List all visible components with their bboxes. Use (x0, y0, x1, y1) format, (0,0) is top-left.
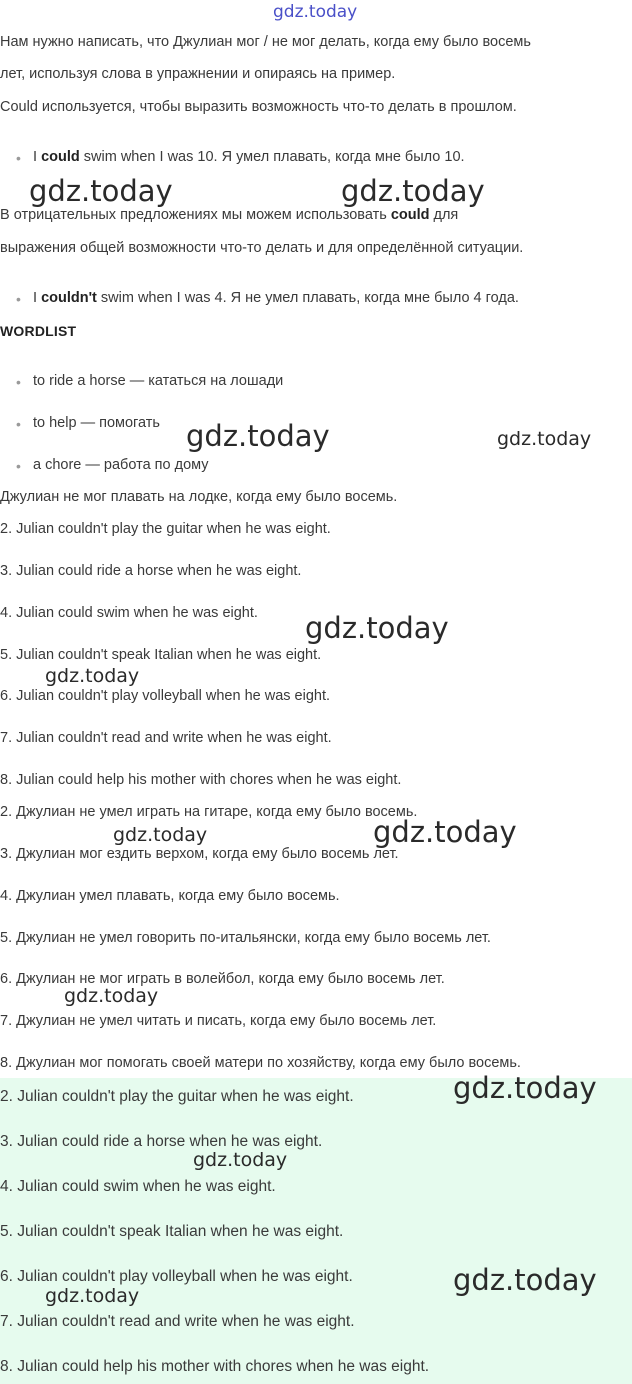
example-could: I could swim when I was 10. Я умел плавать, когда мне было 10. (33, 149, 465, 165)
wordlist-item: to ride a horse — кататься на лошади (33, 373, 284, 389)
russian-answer: 8. Джулиан мог помогать своей матери по хозяйству, когда ему было восемь. (0, 1055, 521, 1071)
russian-answer: 5. Джулиан не умел говорить по-итальянски, когда ему было восемь лет. (0, 930, 491, 946)
watermark: gdz.today (193, 1149, 288, 1171)
first-translation: Джулиан не мог плавать на лодке, когда ему было восемь. (0, 489, 398, 505)
watermark: gdz.today (113, 824, 208, 846)
wordlist-item: a chore — работа по дому (33, 457, 209, 473)
russian-answer: 7. Джулиан не умел читать и писать, когда ему было восемь лет. (0, 1013, 437, 1029)
final-answer: 3. Julian could ride a horse when he was eight. (0, 1133, 323, 1150)
intro-paragraph-line-1: Нам нужно написать, что Джулиан мог / не мог делать, когда ему было восемь (0, 34, 531, 50)
russian-answer: 3. Джулиан мог ездить верхом, когда ему было восемь лет. (0, 846, 399, 862)
bullet-dot: • (16, 458, 21, 474)
russian-answer: 6. Джулиан не мог играть в волейбол, когда ему было восемь лет. (0, 971, 445, 987)
watermark: gdz.today (186, 419, 330, 453)
watermark: gdz.today (453, 1071, 597, 1105)
negative-paragraph-line-2: выражения общей возможности что-то делать и для определённой ситуации. (0, 240, 524, 256)
watermark: gdz.today (45, 665, 140, 687)
final-answer: 6. Julian couldn't play volleyball when he was eight. (0, 1268, 353, 1285)
watermark: gdz.today (29, 174, 173, 208)
bullet-dot: • (16, 416, 21, 432)
watermark: gdz.today (497, 428, 592, 450)
wordlist-heading: WORDLIST (0, 323, 77, 339)
example-couldnt: I couldn't swim when I was 4. Я не умел плавать, когда мне было 4 года. (33, 290, 519, 306)
bullet-dot: • (16, 374, 21, 390)
negative-paragraph-line-1: В отрицательных предложениях мы можем использовать could для (0, 207, 459, 223)
english-answer: 5. Julian couldn't speak Italian when he was eight. (0, 647, 322, 663)
russian-answer: 4. Джулиан умел плавать, когда ему было восемь. (0, 888, 340, 904)
english-answer: 6. Julian couldn't play volleyball when he was eight. (0, 688, 331, 704)
bullet-dot: • (16, 150, 21, 166)
watermark: gdz.today (373, 815, 517, 849)
final-answer: 8. Julian could help his mother with chores when he was eight. (0, 1358, 430, 1375)
bullet-dot: • (16, 291, 21, 307)
watermark: gdz.today (273, 2, 358, 22)
watermark: gdz.today (305, 611, 449, 645)
final-answer: 4. Julian could swim when he was eight. (0, 1178, 276, 1195)
intro-paragraph-line-2: лет, используя слова в упражнении и опираясь на пример. (0, 66, 396, 82)
watermark: gdz.today (45, 1285, 140, 1307)
watermark: gdz.today (453, 1263, 597, 1297)
intro-paragraph-could: Could используется, чтобы выразить возможность что-то делать в прошлом. (0, 99, 517, 115)
english-answer: 2. Julian couldn't play the guitar when he was eight. (0, 521, 331, 537)
watermark: gdz.today (64, 985, 159, 1007)
english-answer: 4. Julian could swim when he was eight. (0, 605, 258, 621)
final-answer: 5. Julian couldn't speak Italian when he was eight. (0, 1223, 344, 1240)
watermark: gdz.today (341, 174, 485, 208)
final-answer: 2. Julian couldn't play the guitar when he was eight. (0, 1088, 354, 1105)
english-answer: 8. Julian could help his mother with chores when he was eight. (0, 772, 402, 788)
english-answer: 7. Julian couldn't read and write when he was eight. (0, 730, 332, 746)
final-answer: 7. Julian couldn't read and write when he was eight. (0, 1313, 355, 1330)
russian-answer: 2. Джулиан не умел играть на гитаре, когда ему было восемь. (0, 804, 418, 820)
wordlist-item: to help — помогать (33, 415, 160, 431)
english-answer: 3. Julian could ride a horse when he was eight. (0, 563, 302, 579)
